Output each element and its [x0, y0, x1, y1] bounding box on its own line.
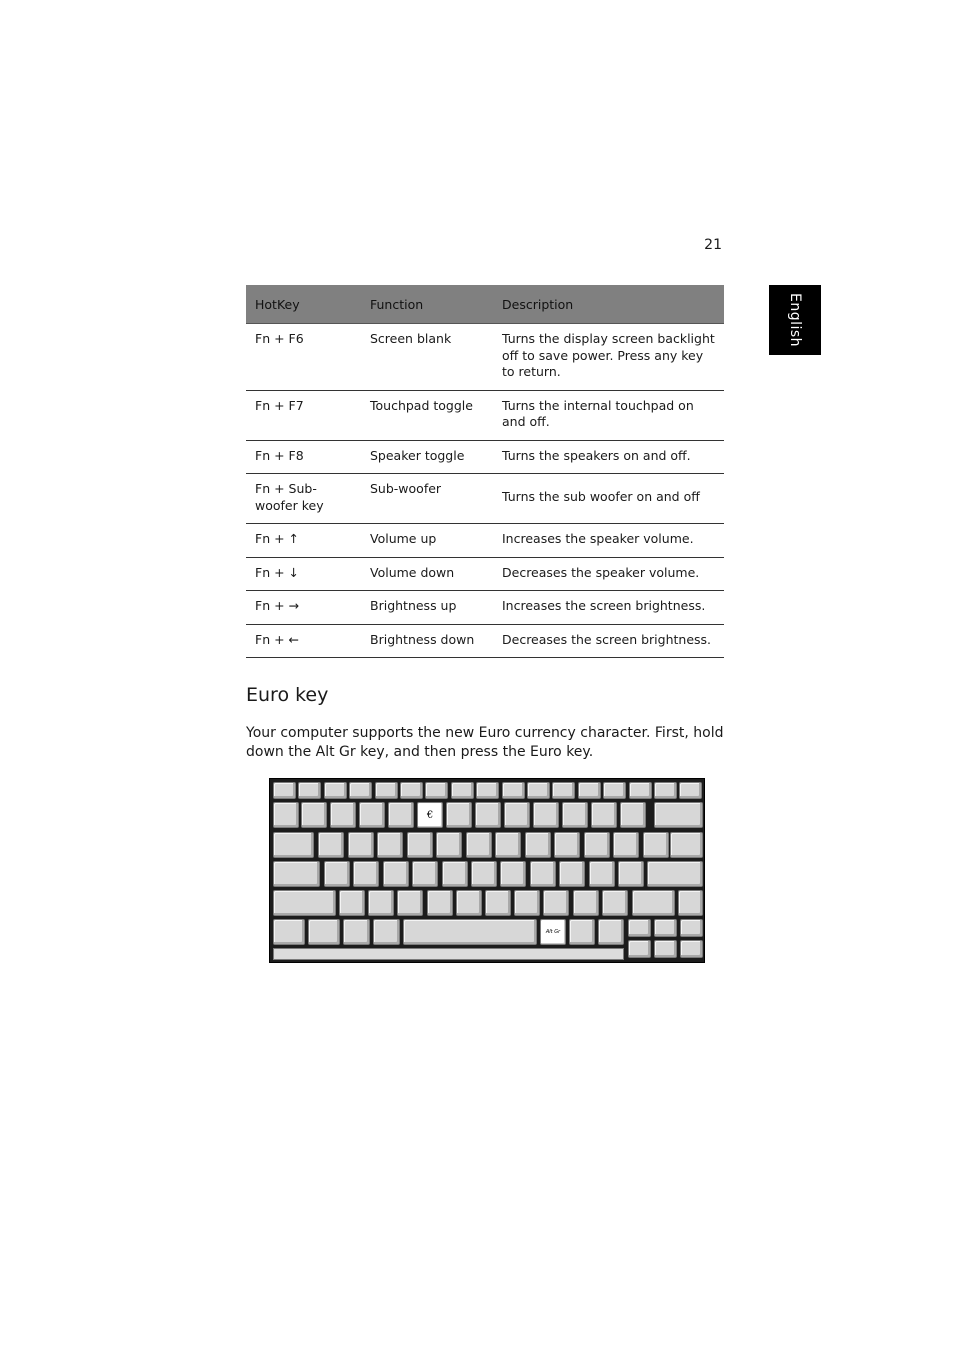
- keyboard-key: [543, 890, 569, 916]
- keyboard-key: [427, 890, 453, 916]
- shift-key: [273, 890, 336, 916]
- function-cell: Screen blank: [361, 324, 493, 391]
- section-title: Euro key: [246, 684, 329, 706]
- keyboard-key: [397, 890, 423, 916]
- hotkey-cell: Fn + F8: [246, 440, 361, 474]
- keyboard-key: [502, 782, 525, 799]
- table-row: [246, 440, 724, 474]
- keyboard-key: [318, 832, 344, 858]
- column-header-function: Function: [361, 285, 493, 324]
- function-cell: Sub-woofer: [361, 474, 493, 524]
- keyboard-key: [613, 832, 639, 858]
- tab-key: [273, 832, 314, 858]
- function-cell: Volume down: [361, 557, 493, 591]
- table-row: [246, 557, 724, 591]
- description-cell: Turns the display screen backlight off to save power. Press any key to return.: [493, 324, 724, 391]
- shift-key-right: [632, 890, 675, 916]
- function-cell: Brightness up: [361, 591, 493, 625]
- keyboard-key: [301, 802, 327, 828]
- keyboard-key: [383, 861, 409, 887]
- keyboard-key: [436, 832, 462, 858]
- language-tab-label: English: [787, 292, 803, 348]
- keyboard-key: [475, 802, 501, 828]
- description-cell: Turns the internal touchpad on and off.: [493, 390, 724, 440]
- keyboard-key: [339, 890, 365, 916]
- column-header-description: Description: [493, 285, 724, 324]
- description-cell: Decreases the speaker volume.: [493, 557, 724, 591]
- keyboard-key: [680, 940, 703, 958]
- keyboard-key: [446, 802, 472, 828]
- hotkey-cell: Fn + ←: [246, 624, 361, 658]
- caps-lock-key: [273, 861, 320, 887]
- keyboard-key: [388, 802, 414, 828]
- keyboard-key: [654, 940, 677, 958]
- table-row: [246, 591, 724, 625]
- keyboard-key: [485, 890, 511, 916]
- hotkey-cell: Fn + ↑: [246, 524, 361, 558]
- keyboard-key: [324, 861, 350, 887]
- keyboard-key: [598, 919, 624, 945]
- euro-key: [417, 802, 443, 828]
- language-tab: [769, 285, 821, 355]
- keyboard-key: [343, 919, 370, 945]
- keyboard-key: [679, 782, 702, 799]
- keyboard-key: [324, 782, 347, 799]
- euro-key-label: €: [426, 809, 434, 821]
- keyboard-key: [273, 802, 299, 828]
- hotkey-cell: Fn + F6: [246, 324, 361, 391]
- keyboard-key: [466, 832, 492, 858]
- keyboard-key: [349, 782, 372, 799]
- keyboard-key: [554, 832, 580, 858]
- table-row: [246, 390, 724, 440]
- keyboard-key: [533, 802, 559, 828]
- section-body: Your computer supports the new Euro currency character. First, hold down the Alt Gr key, and then press the Euro key.: [246, 725, 724, 760]
- function-cell: Touchpad toggle: [361, 390, 493, 440]
- hotkey-cell: Fn + Sub-woofer key: [246, 474, 361, 524]
- description-cell: Decreases the screen brightness.: [493, 624, 724, 658]
- hotkey-cell: Fn + →: [246, 591, 361, 625]
- keyboard-key: [308, 919, 340, 945]
- keyboard-key: [584, 832, 610, 858]
- keyboard-key: [620, 802, 646, 828]
- keyboard-key: [603, 782, 626, 799]
- keyboard-key: [373, 919, 400, 945]
- table-header-row: [246, 285, 724, 324]
- keyboard-key: [670, 832, 703, 858]
- keyboard-key: [573, 890, 599, 916]
- table-row: [246, 524, 724, 558]
- function-cell: Volume up: [361, 524, 493, 558]
- enter-key: [647, 861, 703, 887]
- keyboard-key: [377, 832, 403, 858]
- keyboard-key: [569, 919, 595, 945]
- altgr-key-label: Alt Gr: [545, 929, 561, 935]
- keyboard-key: [273, 919, 305, 945]
- keyboard-key: [330, 802, 356, 828]
- table-row: [246, 324, 724, 391]
- keyboard-key: [530, 861, 556, 887]
- hotkey-table: [246, 285, 724, 658]
- hotkey-cell: Fn + ↓: [246, 557, 361, 591]
- keyboard-key: [589, 861, 615, 887]
- space-bar: [403, 919, 537, 945]
- description-cell: Turns the sub woofer on and off: [493, 474, 724, 524]
- keyboard-key: [456, 890, 482, 916]
- keyboard-key: [618, 861, 644, 887]
- keyboard-key: [628, 940, 651, 958]
- keyboard-key: [442, 861, 468, 887]
- description-cell: Turns the speakers on and off.: [493, 440, 724, 474]
- keyboard-key: [628, 919, 651, 937]
- table-row: [246, 474, 724, 524]
- keyboard-key: [273, 782, 296, 799]
- page-number: 21: [704, 237, 722, 253]
- keyboard-key: [407, 832, 433, 858]
- keyboard-key: [654, 802, 703, 828]
- keyboard-key: [591, 802, 617, 828]
- palm-rest: [273, 948, 624, 960]
- keyboard-key: [368, 890, 394, 916]
- keyboard-key: [451, 782, 474, 799]
- keyboard-key: [643, 832, 669, 858]
- keyboard-key: [425, 782, 448, 799]
- keyboard-key: [471, 861, 497, 887]
- keyboard-key: [562, 802, 588, 828]
- keyboard-key: [476, 782, 499, 799]
- keyboard-key: [629, 782, 652, 799]
- keyboard-key: [559, 861, 585, 887]
- keyboard-key: [359, 802, 385, 828]
- keyboard-key: [527, 782, 550, 799]
- keyboard-key: [298, 782, 321, 799]
- description-cell: Increases the screen brightness.: [493, 591, 724, 625]
- hotkey-cell: Fn + F7: [246, 390, 361, 440]
- function-cell: Speaker toggle: [361, 440, 493, 474]
- description-cell: Increases the speaker volume.: [493, 524, 724, 558]
- keyboard-key: [504, 802, 530, 828]
- keyboard-key: [602, 890, 628, 916]
- keyboard-key: [525, 832, 551, 858]
- keyboard-key: [654, 919, 677, 937]
- keyboard-key: [353, 861, 379, 887]
- keyboard-key: [348, 832, 374, 858]
- keyboard-key: [400, 782, 423, 799]
- keyboard-illustration: [269, 778, 705, 963]
- altgr-key: [540, 919, 566, 945]
- keyboard-key: [514, 890, 540, 916]
- keyboard-key: [678, 890, 703, 916]
- keyboard-key: [552, 782, 575, 799]
- keyboard-key: [495, 832, 521, 858]
- keyboard-key: [500, 861, 526, 887]
- function-cell: Brightness down: [361, 624, 493, 658]
- keyboard-key: [654, 782, 677, 799]
- table-row: [246, 624, 724, 658]
- keyboard-key: [680, 919, 703, 937]
- keyboard-key: [578, 782, 601, 799]
- column-header-hotkey: HotKey: [246, 285, 361, 324]
- keyboard-key: [412, 861, 438, 887]
- keyboard-key: [375, 782, 398, 799]
